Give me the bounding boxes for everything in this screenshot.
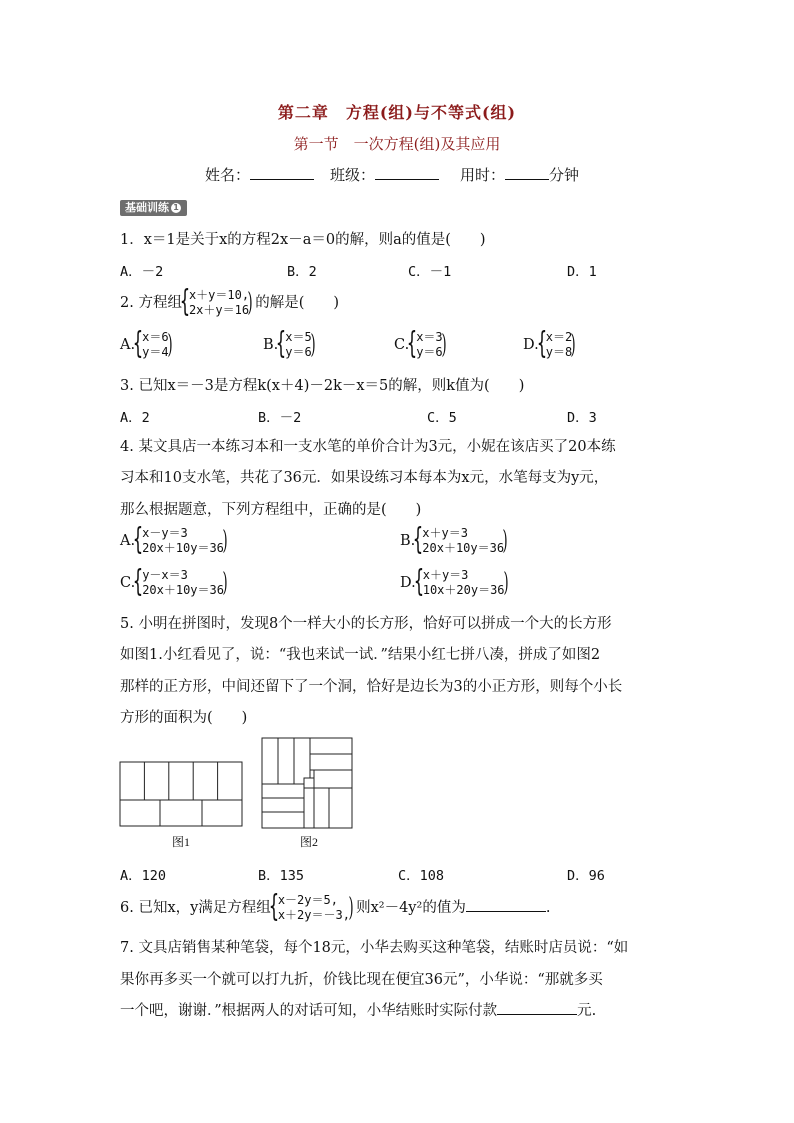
q3-option-b[interactable]: B．－2 (258, 410, 302, 426)
q1-option-b[interactable]: B．2 (287, 264, 317, 280)
q4-option-d[interactable] (400, 568, 511, 598)
q2-b-label: B. (263, 337, 279, 353)
q6-middle: 则x²－4y²的值为 (356, 900, 466, 916)
q4-option-c[interactable] (120, 568, 230, 598)
q3-option-a[interactable]: A．2 (120, 410, 150, 426)
q1-option-c[interactable]: C．－1 (408, 264, 452, 280)
question-5-line-1: 5. 小明在拼图时，发现8个一样大小的长方形，恰好可以拼成一个大的长方形 (120, 616, 612, 632)
q4-b-l2: 20x＋10y＝36 (422, 541, 505, 555)
q2-option-d[interactable] (523, 330, 578, 360)
q2-option-c[interactable] (394, 330, 449, 360)
figure-2-square-with-hole (260, 736, 356, 830)
q2-c-l1: x＝3 (416, 330, 443, 344)
time-field (460, 164, 579, 185)
q4-c-l1: y－x＝3 (142, 568, 188, 582)
question-7-line-1: 7. 文具店销售某种笔袋，每个18元，小华去购买这种笔袋，结账时店员说：“如 (120, 940, 629, 956)
q2-system-close: ) (247, 288, 253, 318)
q4-d-l2: 10x＋20y＝36 (422, 583, 505, 597)
q2-c-close: ) (441, 330, 447, 360)
q1-option-d[interactable]: D．1 (567, 264, 597, 280)
q4-c-close: ) (222, 568, 228, 598)
figure-1-rectangles (118, 760, 246, 830)
q6-eq1: x－2y＝5, (277, 893, 338, 907)
question-3-stem: 3. 已知x＝－3是方程k(x＋4)－2k－x＝5的解，则k值为( ) (120, 378, 525, 394)
q7-line3-text: 一个吧，谢谢．”根据两人的对话可知，小华结账时实际付款 (120, 1003, 498, 1019)
q4-d-label: D. (400, 575, 416, 591)
class-field (330, 164, 439, 185)
q2-system (182, 288, 249, 318)
q4-b-system (415, 526, 504, 556)
q4-a-system (135, 526, 224, 556)
q2-b-close: ) (310, 330, 316, 360)
q2-d-l2: y＝8 (545, 345, 573, 359)
q2-option-b[interactable] (263, 330, 318, 360)
class-label: 班级： (330, 166, 376, 184)
section-badge (120, 200, 187, 216)
section-title: 第一节 一次方程(组)及其应用 (293, 135, 501, 153)
q4-a-l1: x－y＝3 (142, 526, 188, 540)
badge-text: 基础训练 (125, 201, 169, 214)
q2-b-l1: x＝5 (285, 330, 312, 344)
q2-a-l2: y＝4 (142, 345, 169, 359)
q2-eq2: 2x＋y＝16 (188, 303, 250, 317)
question-1-stem: 1．x＝1是关于x的方程2x－a＝0的解，则a的值是( ) (120, 232, 486, 248)
q4-b-l1: x＋y＝3 (422, 526, 468, 540)
question-7-line-2: 果你再多买一个就可以打九折，价钱比现在便宜36元”，小华说：“那就多买 (120, 972, 603, 988)
q5-option-d[interactable]: D．96 (567, 868, 605, 884)
badge-number: 1 (171, 203, 181, 213)
q6-system (271, 893, 350, 923)
name-label: 姓名： (205, 166, 251, 184)
q2-eq1: x＋y＝10, (188, 288, 250, 302)
q2-option-a[interactable] (120, 330, 175, 360)
q2-d-label: D. (523, 337, 539, 353)
question-5-line-3: 那样的正方形，中间还留下了一个洞，恰好是边长为3的小正方形，则每个小长 (120, 679, 623, 695)
time-blank[interactable] (505, 165, 549, 180)
q7-end: 元. (577, 1003, 597, 1019)
q4-c-l2: 20x＋10y＝36 (142, 583, 224, 597)
q1-option-a[interactable]: A．－2 (120, 264, 164, 280)
chapter-title: 第二章 方程(组)与不等式(组) (277, 103, 517, 122)
q2-d-system (539, 330, 572, 360)
q6-answer-blank[interactable] (466, 897, 546, 912)
figure-2-caption: 图2 (300, 835, 319, 849)
time-label: 用时： (460, 166, 506, 184)
q4-c-system (135, 568, 224, 598)
q4-b-close: ) (502, 526, 508, 556)
class-blank[interactable] (375, 165, 439, 180)
figure-1-caption: 图1 (172, 835, 191, 849)
name-blank[interactable] (250, 165, 314, 180)
q2-b-system (278, 330, 311, 360)
question-2-stem (120, 288, 339, 318)
q4-option-a[interactable] (120, 526, 230, 556)
q5-option-a[interactable]: A．120 (120, 868, 167, 884)
minute-label: 分钟 (549, 166, 580, 184)
question-7-line-3 (120, 999, 596, 1020)
q4-a-label: A. (120, 533, 136, 549)
q4-d-system (416, 568, 505, 598)
q3-option-d[interactable]: D．3 (567, 410, 597, 426)
q2-prefix: 2. 方程组 (120, 295, 182, 311)
name-field (205, 164, 314, 185)
q6-eq2: x＋2y＝－3, (277, 908, 350, 922)
q4-c-label: C. (120, 575, 136, 591)
q6-end: . (545, 900, 551, 916)
q4-a-l2: 20x＋10y＝36 (142, 541, 224, 555)
q2-a-system (135, 330, 168, 360)
question-4-line-1: 4. 某文具店一本练习本和一支水笔的单价合计为3元，小妮在该店买了20本练 (120, 439, 616, 455)
q4-d-l1: x＋y＝3 (422, 568, 469, 582)
q2-a-close: ) (167, 330, 173, 360)
q2-b-l2: y＝6 (285, 345, 312, 359)
q2-c-l2: y＝6 (416, 345, 443, 359)
q3-option-c[interactable]: C．5 (427, 410, 457, 426)
q2-a-label: A. (120, 337, 136, 353)
q4-b-label: B. (400, 533, 416, 549)
q5-option-b[interactable]: B．135 (258, 868, 305, 884)
q2-d-l1: x＝2 (545, 330, 573, 344)
q4-d-close: ) (503, 568, 509, 598)
q4-option-b[interactable] (400, 526, 510, 556)
q2-suffix: 的解是( ) (255, 295, 340, 311)
q4-a-close: ) (222, 526, 228, 556)
q2-d-close: ) (570, 330, 576, 360)
q7-answer-blank[interactable] (497, 1000, 577, 1015)
q2-a-l1: x＝6 (142, 330, 169, 344)
q2-c-system (409, 330, 442, 360)
q5-option-c[interactable]: C．108 (398, 868, 445, 884)
question-4-line-3: 那么根据题意，下列方程组中，正确的是( ) (120, 502, 422, 518)
q6-system-close: ) (348, 893, 354, 923)
question-6-stem (120, 893, 550, 923)
q2-c-label: C. (394, 337, 410, 353)
question-4-line-2: 习本和10支水笔，共花了36元．如果设练习本每本为x元，水笔每支为y元， (120, 470, 609, 486)
q6-prefix: 6. 已知x，y满足方程组 (120, 900, 271, 916)
question-5-line-2: 如图1.小红看见了，说：“我也来试一试．”结果小红七拼八凑，拼成了如图2 (120, 647, 601, 663)
question-5-line-4: 方形的面积为( ) (120, 710, 248, 726)
